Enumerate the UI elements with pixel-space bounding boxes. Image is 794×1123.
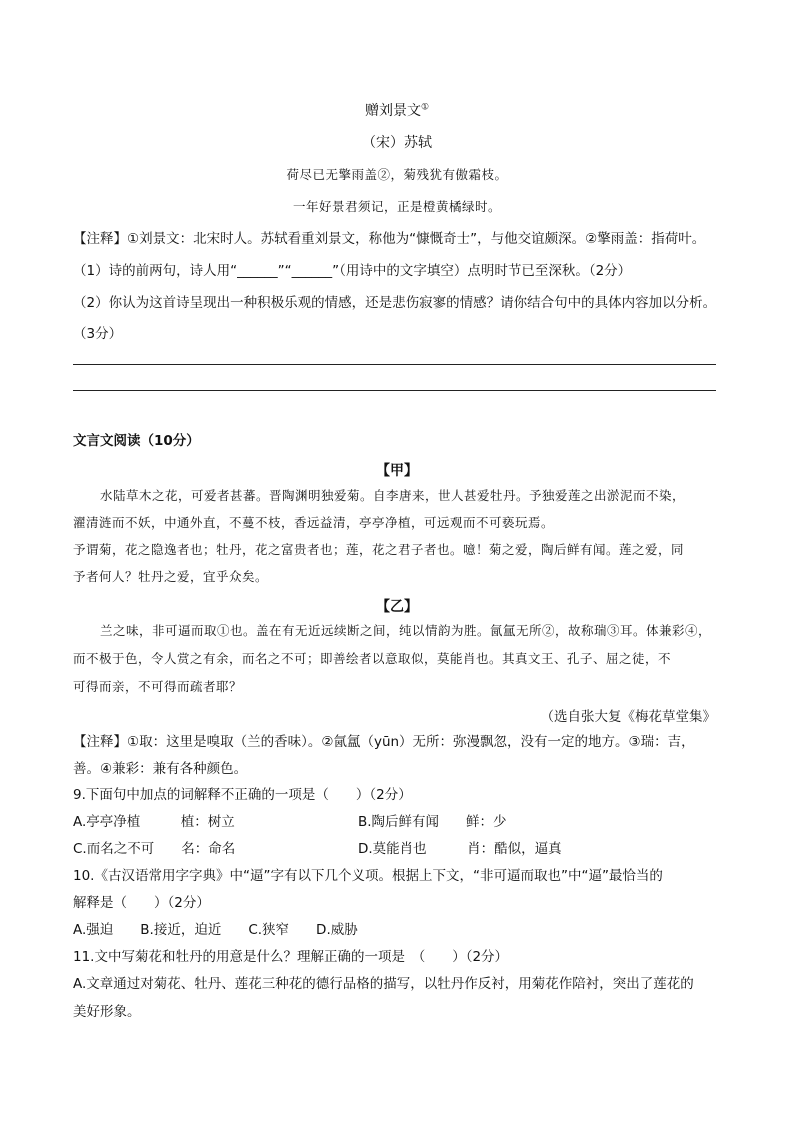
- wenyan-note-line-1: 【注释】①取：这里是嗅取（兰的香味）。②氤氲（yūn）无所：弥漫飘忽，没有一定的地方。③瑞：吉，: [73, 734, 695, 750]
- passage-yi-line-1: 兰之味，非可逼而取①也。盖在有无近远续断之间，纯以情韵为胜。氤氲无所②，故称瑞③耳。体兼彩④，: [100, 623, 712, 638]
- passage-yi-source: （选自张大复《梅花草堂集》: [540, 709, 716, 725]
- question-2-line-2: （3分）: [73, 326, 123, 342]
- question-9-option-b: B.陶后鲜有闻 鲜：少: [358, 814, 507, 830]
- section-title: 文言文阅读（10分）: [73, 433, 200, 449]
- poem-note: 【注释】①刘景文：北宋时人。苏轼看重刘景文，称他为“慷慨奇士”，与他交谊颇深。②擎雨盖：指荷叶。: [73, 231, 706, 247]
- poem-title-text: 赠刘景文: [364, 103, 421, 119]
- passage-jia-heading: 【甲】: [376, 463, 418, 479]
- answer-line-1: [73, 364, 716, 365]
- question-9-option-a: A.亭亭净植 植：树立: [73, 814, 235, 830]
- passage-yi-heading: 【乙】: [376, 599, 418, 615]
- passage-jia-line-2: 濯清涟而不妖，中通外直，不蔓不枝，香远益清，亭亭净植，可远观而不可亵玩焉。: [73, 515, 555, 530]
- question-9-option-d: D.莫能肖也 肖：酷似，逼真: [358, 841, 562, 857]
- question-9-option-c: C.而名之不可 名：命名: [73, 841, 236, 857]
- question-2-line-1: （2）你认为这首诗呈现出一种积极乐观的情感，还是悲伤寂寥的情感？请你结合句中的具体内容加以分析。: [73, 295, 717, 311]
- passage-jia-line-4: 予者何人？牡丹之爱，宜乎众矣。: [73, 569, 269, 584]
- poem-title-note-mark: ①: [420, 102, 430, 113]
- question-10-stem: 10.《古汉语常用字字典》中“逼”字有以下几个义项。根据上下文，“非可逼而取也”中“逼”最恰当的: [73, 868, 663, 884]
- passage-yi-line-3: 可得而亲，不可得而疏者耶？: [73, 679, 243, 694]
- poem-title: [0, 100, 794, 120]
- question-11-option-a-line-2: 美好形象。: [73, 1004, 141, 1020]
- passage-yi-line-2: 而不极于色，令人赏之有余，而名之不可；即善绘者以意取似，莫能肖也。其真文王、孔子、屈之徒，不: [73, 651, 672, 666]
- question-10-stem-2: 解释是（ ）（2分）: [73, 895, 210, 911]
- poem-line-2: 一年好景君须记，正是橙黄橘绿时。: [292, 199, 501, 214]
- question-10-options: A.强迫 B.接近，迫近 C.狭窄 D.威胁: [73, 922, 358, 938]
- answer-line-2: [73, 390, 716, 391]
- wenyan-note-line-2: 善。④兼彩：兼有各种颜色。: [73, 761, 248, 777]
- question-1: （1）诗的前两句，诗人用“______”“______”（用诗中的文字填空）点明时节已至深秋。（2分）: [73, 263, 632, 279]
- passage-jia-line-1: 水陆草木之花，可爱者甚蕃。晋陶渊明独爱菊。自李唐来，世人甚爱牡丹。予独爱莲之出淤泥而不染，: [100, 488, 686, 503]
- question-11-stem: 11.文中写菊花和牡丹的用意是什么？理解正确的一项是 （ ）（2分）: [73, 949, 509, 965]
- poem-line-1: 荷尽已无擎雨盖②，菊残犹有傲霜枝。: [286, 167, 508, 182]
- passage-jia-line-3: 予谓菊，花之隐逸者也；牡丹，花之富贵者也；莲，花之君子者也。噫！菊之爱，陶后鲜有闻。莲之爱，同: [73, 542, 685, 557]
- question-11-option-a-line-1: A.文章通过对菊花、牡丹、莲花三种花的德行品格的描写，以牡丹作反衬，用菊花作陪衬，突出了莲花的: [73, 976, 694, 992]
- poem-author: （宋）苏轼: [362, 135, 432, 151]
- question-9-stem: 9.下面句中加点的词解释不正确的一项是（ ）（2分）: [73, 787, 412, 803]
